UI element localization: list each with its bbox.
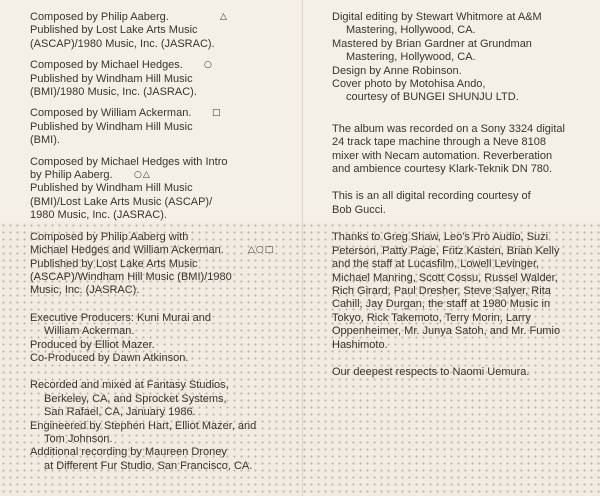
- credit-line: Design by Anne Robinson.: [332, 64, 462, 77]
- recording-block: [30, 379, 292, 473]
- credit-line: Our deepest respects to Naomi Uemura.: [332, 365, 530, 378]
- credit-block: [30, 231, 292, 298]
- credit-line: Tom Johnson.: [44, 432, 113, 445]
- credit-line: Rich Girard, Paul Dresher, Steve Salyer, Rita: [332, 284, 551, 297]
- credit-line: Recorded and mixed at Fantasy Studios,: [30, 379, 229, 392]
- credit-line: Composed by Michael Hedges.: [30, 59, 183, 72]
- triangle-symbol-icon: △: [220, 12, 228, 22]
- credit-line: Oppenheimer, Mr. Junya Satoh, and Mr. Fumio: [332, 325, 561, 338]
- credit-line: Produced by Elliot Mazer.: [30, 338, 155, 351]
- credit-line: Published by Windham Hill Music: [30, 72, 193, 85]
- credit-line: Cover photo by Motohisa Ando,: [332, 78, 486, 91]
- credit-line: Co-Produced by Dawn Atkinson.: [30, 351, 189, 364]
- credit-line: Michael Manring, Scott Cossu, Russel Walder,: [332, 271, 558, 284]
- credit-line: Published by Lost Lake Arts Music: [30, 24, 198, 37]
- credit-line: The album was recorded on a Sony 3324 digital: [332, 122, 565, 135]
- thanks-block: [332, 231, 594, 352]
- square-symbol-icon: □: [212, 108, 222, 119]
- credit-line: Michael Hedges and William Ackerman.: [30, 244, 224, 257]
- credit-line: Composed by Philip Aaberg.: [30, 11, 169, 23]
- credit-line: mixer with Necam automation. Reverberation: [332, 149, 553, 162]
- credit-line: Additional recording by Maureen Droney: [30, 446, 227, 459]
- equipment-block: [332, 123, 594, 177]
- circle-symbol-icon: ○: [204, 60, 213, 71]
- credit-line: Published by Windham Hill Music: [30, 120, 193, 133]
- credit-line: Mastering, Hollywood, CA.: [346, 51, 476, 64]
- credit-line: and ambience courtesy Klark-Teknik DN 780.: [332, 163, 553, 176]
- credit-line: This is an all digital recording courtesy of: [332, 190, 531, 203]
- credit-line: Executive Producers: Kuni Murai and: [30, 311, 211, 324]
- credit-line: Hashimoto.: [332, 338, 388, 351]
- credit-block: [30, 156, 292, 223]
- digital-recording-block: [332, 190, 594, 217]
- credit-line: Composed by Michael Hedges with Intro: [30, 155, 228, 168]
- credit-block: [30, 59, 292, 99]
- page-fold: [302, 0, 303, 496]
- credit-line: (BMI).: [30, 134, 60, 147]
- credit-line: Thanks to Greg Shaw, Leo's Pro Audio, Suzi: [332, 231, 549, 244]
- credit-line: 1980 Music, Inc. (JASRAC).: [30, 209, 167, 222]
- credit-line: Bob Gucci.: [332, 203, 386, 216]
- triangle-circle-square-symbol-icon: △○□: [248, 244, 275, 255]
- credit-line: Peterson, Patty Page, Fritz Kasten, Brian Kelly: [332, 244, 560, 257]
- circle-triangle-symbol-icon: ○△: [134, 169, 151, 180]
- mastering-block: [332, 11, 594, 105]
- credit-line: and the staff at Lucasfilm, Lowell Levinger,: [332, 258, 540, 271]
- right-column: [332, 11, 594, 393]
- credit-line: (BMI)/1980 Music, Inc. (JASRAC).: [30, 86, 197, 99]
- credit-line: by Philip Aaberg.: [30, 169, 113, 182]
- credit-line: William Ackerman.: [44, 325, 135, 338]
- left-column: [30, 11, 292, 481]
- credit-line: 24 track tape machine through a Neve 8108: [332, 136, 547, 149]
- credit-line: Published by Windham Hill Music: [30, 182, 193, 195]
- dedication-block: [332, 366, 594, 379]
- producers-block: [30, 312, 292, 366]
- credit-line: Cahill, Jay Durgan, the staff at 1980 Music in: [332, 298, 551, 311]
- credit-block: [30, 11, 292, 51]
- credit-line: San Rafael, CA, January 1986.: [44, 406, 196, 419]
- credit-line: (ASCAP)/Windham Hill Music (BMI)/1980: [30, 270, 232, 283]
- credit-line: Tokyo, Rick Takemoto, Terry Morin, Larry: [332, 311, 531, 324]
- credit-line: Published by Lost Lake Arts Music: [30, 257, 198, 270]
- credit-line: Mastered by Brian Gardner at Grundman: [332, 37, 532, 50]
- credit-line: Engineered by Stephen Hart, Elliot Mazer, and: [30, 419, 257, 432]
- credit-line: Digital editing by Stewart Whitmore at A&M: [332, 11, 542, 23]
- credit-line: Composed by William Ackerman.: [30, 107, 192, 120]
- credit-line: Berkeley, CA, and Sprocket Systems,: [44, 392, 227, 405]
- credit-line: courtesy of BUNGEI SHUNJU LTD.: [346, 91, 519, 104]
- credit-block: [30, 107, 292, 147]
- credit-line: (ASCAP)/1980 Music, Inc. (JASRAC).: [30, 37, 215, 50]
- credit-line: Composed by Philip Aaberg with: [30, 230, 189, 243]
- credit-line: Mastering, Hollywood, CA.: [346, 24, 476, 37]
- credit-line: Music, Inc. (JASRAC).: [30, 284, 140, 297]
- credit-line: (BMI)/Lost Lake Arts Music (ASCAP)/: [30, 195, 213, 208]
- credit-line: at Different Fur Studio, San Francisco, CA.: [44, 459, 253, 472]
